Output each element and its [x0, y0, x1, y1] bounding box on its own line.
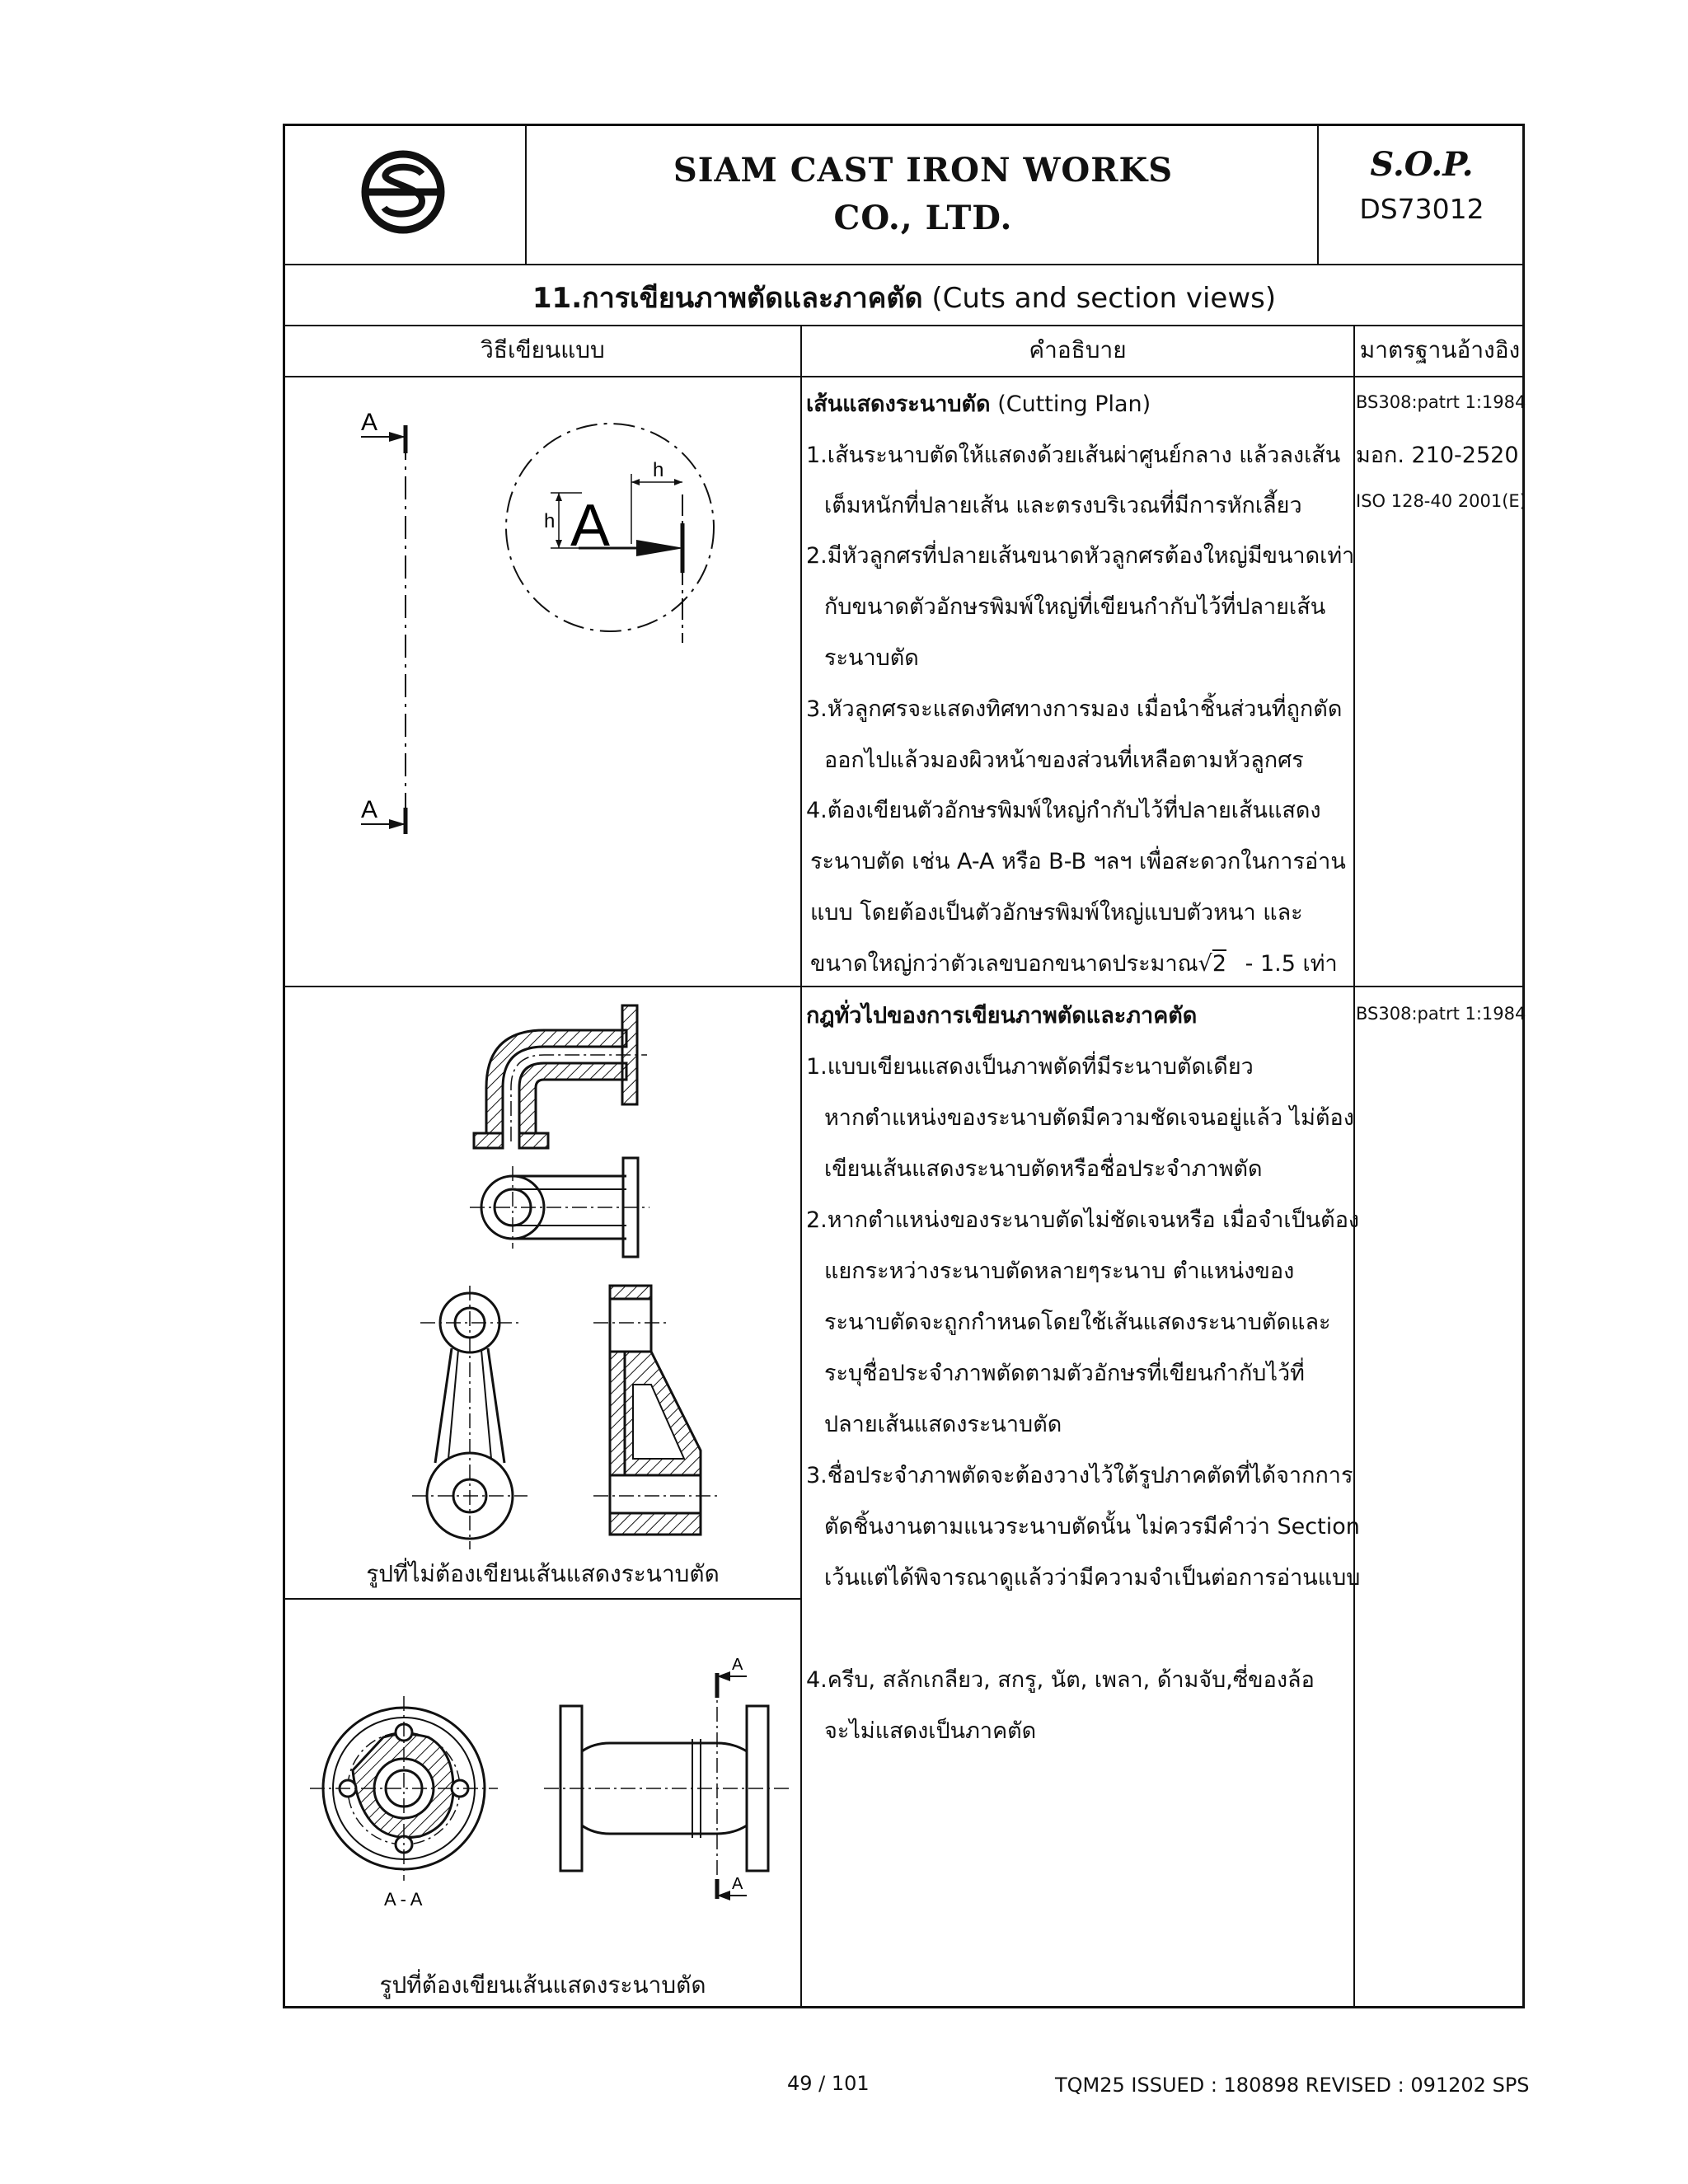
row1-line: 4.ต้องเขียนตัวอักษรพิมพ์ใหญ่กำกับไว้ที่ปลายเส้นแสดง	[806, 798, 1321, 823]
row1-last-end: - 1.5 เท่า	[1245, 951, 1338, 977]
row2-line: ปลายเส้นแสดงระนาบตัด	[824, 1412, 1062, 1437]
flange-section-drawing	[305, 1648, 799, 1912]
company-name	[528, 147, 1319, 242]
row1-last-start: ขนาดใหญ่กว่าตัวเลขบอกขนาดประมาณ	[810, 951, 1198, 977]
row3-arrow-label-bottom: A	[732, 1875, 743, 1893]
row2-reference: BS308:patrt 1:1984	[1356, 1004, 1526, 1024]
column-divider-1	[800, 325, 802, 2008]
header-logo-divider	[525, 124, 527, 264]
column-header-divider	[283, 376, 1525, 377]
row2-line: หากตำแหน่งของระนาบตัดมีความชัดเจนอยู่แล้ว ไม่ต้อง	[824, 1105, 1354, 1131]
column-header-reference: มาตรฐานอ้างอิง	[1359, 336, 1521, 363]
row2-line: เว้นแต่ได้พิจารณาดูแล้วว่ามีความจำเป็นต่อการอ่านแบบ	[824, 1565, 1361, 1591]
section-title-thai: 11.การเขียนภาพตัดและภาคตัด	[532, 282, 923, 315]
row2-line: 3.ชื่อประจำภาพตัดจะต้องวางไว้ใต้รูปภาคตัดที่ได้จากการ	[806, 1463, 1353, 1488]
row2-divider	[283, 1598, 801, 1600]
column-divider-2	[1353, 325, 1355, 2008]
row1-line: 1.เส้นระนาบตัดให้แสดงด้วยเส้นผ่าศูนย์กลาง แล้วลงเส้น	[806, 443, 1341, 468]
row1-line: แบบ โดยต้องเป็นตัวอักษรพิมพ์ใหญ่แบบตัวหนา และ	[810, 900, 1303, 926]
row3-line: 4.ครีบ, สลักเกลียว, สกรู, นัต, เพลา, ด้ามจับ,ซี่ของล้อ	[806, 1667, 1315, 1693]
section-title	[285, 275, 1523, 320]
row2-heading	[806, 997, 1197, 1033]
row1-reference: BS308:patrt 1:1984	[1356, 392, 1526, 412]
section-view-label: A - A	[384, 1889, 423, 1910]
column-header-method: วิธีเขียนแบบ	[481, 336, 605, 363]
siam-cast-iron-logo-icon	[358, 147, 448, 237]
row1-heading-english: (Cutting Plan)	[997, 391, 1151, 417]
row1-line: 2.มีหัวลูกศรที่ปลายเส้นขนาดหัวลูกศรต้องใหญ่มีขนาดเท่า	[806, 543, 1355, 569]
row2-line: 2.หากตำแหน่งของระนาบตัดไม่ชัดเจนหรือ เมื่อจำเป็นต้อง	[806, 1207, 1360, 1233]
row2-line: เขียนเส้นแสดงระนาบตัดหรือชื่อประจำภาพตัด	[824, 1156, 1263, 1182]
row3-line: จะไม่แสดงเป็นภาคตัด	[824, 1718, 1037, 1744]
row1-line: กับขนาดตัวอักษรพิมพ์ใหญ่ที่เขียนกำกับไว้ที่ปลายเส้น	[824, 594, 1326, 620]
row3-arrow-label-top: A	[732, 1656, 743, 1674]
title-divider	[283, 325, 1525, 326]
row2-line: ระนาบตัดจะถูกกำหนดโดยใช้เส้นแสดงระนาบตัดและ	[824, 1310, 1331, 1335]
row1-line: เต็มหนักที่ปลายเส้น และตรงบริเวณที่มีการหักเลี้ยว	[824, 493, 1302, 518]
row1-divider	[283, 986, 1525, 987]
row1-line: ระนาบตัด เช่น A-A หรือ B-B ฯลฯ เพื่อสะดวกในการอ่าน	[810, 849, 1346, 874]
company-name-line1: SIAM CAST IRON WORKS	[673, 151, 1174, 190]
detail-label-a: A	[570, 493, 611, 559]
header-divider	[283, 264, 1525, 265]
section-title-english: (Cuts and section views)	[931, 282, 1277, 315]
page-number: 49 / 101	[787, 2072, 870, 2095]
lever-drawing	[404, 1286, 717, 1558]
cutting-plane-label-bottom: A	[361, 796, 378, 823]
column-header-description: คำอธิบาย	[1029, 336, 1127, 363]
document-code: DS73012	[1359, 193, 1484, 225]
row1-line: ออกไปแล้วมองผิวหน้าของส่วนที่เหลือตามหัวลูกศร	[824, 748, 1304, 773]
row1-heading	[806, 386, 1151, 421]
company-name-line2: CO., LTD.	[833, 199, 1013, 237]
dimension-label-h-top: h	[653, 459, 664, 481]
sop-label: S.O.P.	[1370, 145, 1474, 184]
row1-line: 3.หัวลูกศรจะแสดงทิศทางการมอง เมื่อนำชิ้นส่วนที่ถูกตัด	[806, 696, 1343, 722]
elbow-section-drawing	[462, 997, 659, 1310]
revision-info: TQM25 ISSUED : 180898 REVISED : 091202 SPS	[1055, 2074, 1530, 2097]
row2-heading-bold: กฎทั่วไปของการเขียนภาพตัดและภาคตัด	[806, 1003, 1198, 1029]
sqrt-value: 2	[1212, 951, 1227, 977]
sqrt-symbol: √	[1198, 951, 1212, 977]
row2-line: 1.แบบเขียนแสดงเป็นภาพตัดที่มีระนาบตัดเดียว	[806, 1054, 1254, 1080]
cutting-plane-label-top: A	[361, 409, 378, 436]
row3-caption: รูปที่ต้องเขียนเส้นแสดงระนาบตัด	[379, 1971, 706, 1999]
row1-heading-bold: เส้นแสดงระนาบตัด	[806, 391, 991, 417]
row2-line: ระบุชื่อประจำภาพตัดตามตัวอักษรที่เขียนกำกับไว้ที่	[824, 1361, 1305, 1386]
row2-line: แยกระหว่างระนาบตัดหลายๆระนาบ ตำแหน่งของ	[824, 1258, 1295, 1284]
row1-line: ระนาบตัด	[824, 645, 919, 671]
row1-reference: ISO 128-40 2001(E)	[1356, 491, 1526, 511]
row1-reference: มอก. 210-2520	[1356, 443, 1519, 468]
row2-caption: รูปที่ไม่ต้องเขียนเส้นแสดงระนาบตัด	[366, 1560, 720, 1587]
dimension-label-h-left: h	[544, 510, 556, 532]
row2-line: ตัดชิ้นงานตามแนวระนาบตัดนั้น ไม่ควรมีคำว่า Section	[824, 1514, 1360, 1540]
row1-line-last	[810, 945, 1338, 981]
cutting-plane-drawing	[346, 404, 775, 841]
